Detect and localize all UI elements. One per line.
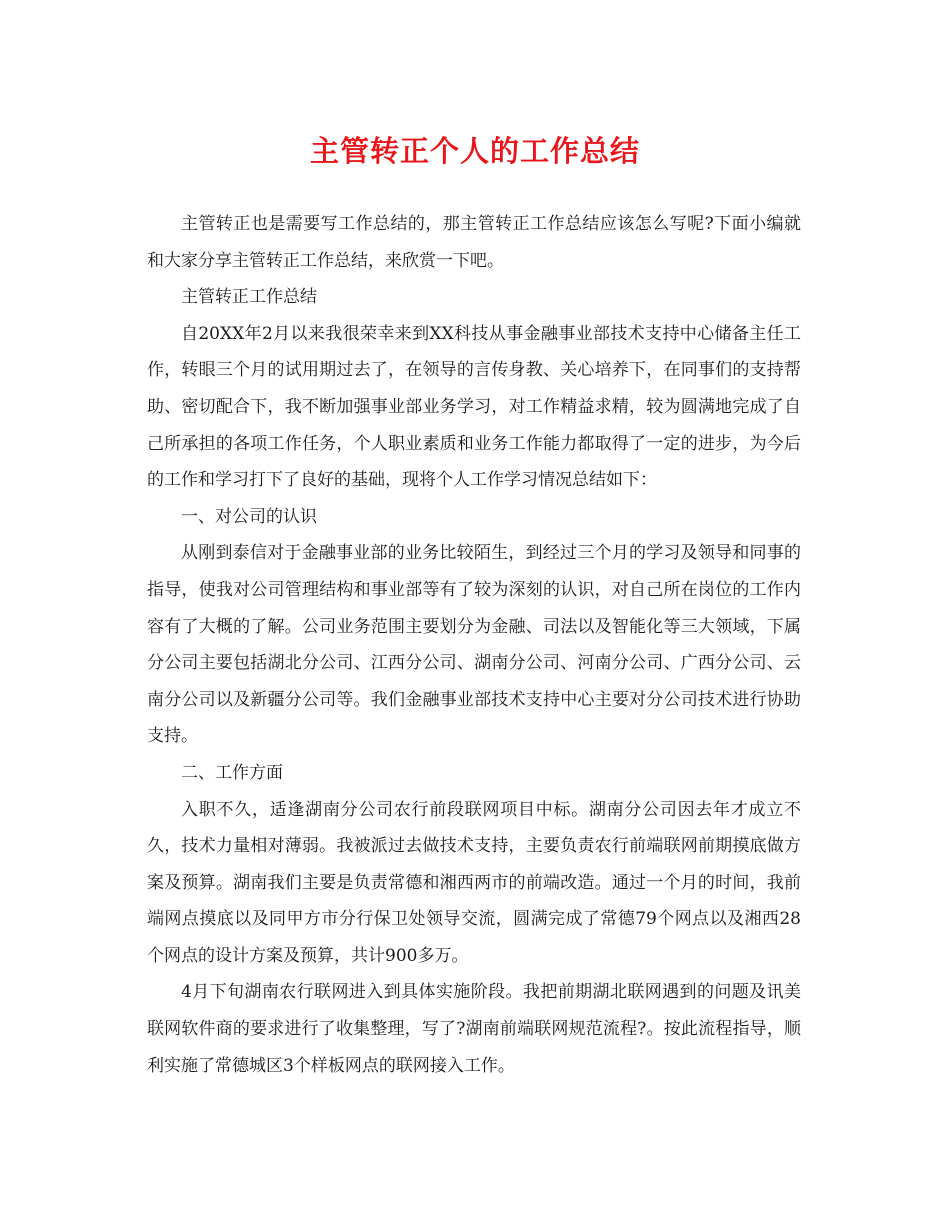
- section-heading-work: 二、工作方面: [181, 762, 283, 783]
- paragraph-work: 入职不久，适逢湖南分公司农行前段联网项目中标。湖南分公司因去年才成立不久，技术力量相对薄弱。我被派过去做技术支持，主要负责农行前端联网前期摸底做方案及预算。湖南我们主要是负责常德和湘西两市的前端改造。通过一个月的时间，我前端网点摸底以及同甲方市分行保卫处领导交流，圆满完成了常德79个网点以及湘西28个网点的设计方案及预算，共计900多万。: [147, 799, 801, 966]
- document-title: 主管转正个人的工作总结: [309, 134, 640, 168]
- paragraph-subtitle: 主管转正工作总结: [181, 287, 317, 308]
- section-heading-company: 一、对公司的认识: [181, 506, 317, 527]
- paragraph-implementation: 4月下旬湖南农行联网进入到具体实施阶段。我把前期湖北联网遇到的问题及讯美联网软件商的要求进行了收集整理，写了?湖南前端联网规范流程?。按此流程指导，顺利实施了常德城区3个样板网点的联网接入工作。: [147, 982, 801, 1076]
- paragraph-intro: 主管转正也是需要写工作总结的，那主管转正工作总结应该怎么写呢?下面小编就和大家分享主管转正工作总结，来欣赏一下吧。: [147, 214, 801, 271]
- paragraph-opening: 自20XX年2月以来我很荣幸来到XX科技从事金融事业部技术支持中心储备主任工作，转眼三个月的试用期过去了，在领导的言传身教、关心培养下，在同事们的支持帮助、密切配合下，我不断加强事业部业务学习，对工作精益求精，较为圆满地完成了自己所承担的各项工作任务，个人职业素质和业务工作能力都取得了一定的进步，为今后的工作和学习打下了良好的基础，现将个人工作学习情况总结如下：: [147, 323, 801, 491]
- document-body: [147, 206, 801, 1084]
- paragraph-company: 从刚到泰信对于金融事业部的业务比较陌生，到经过三个月的学习及领导和同事的指导，使我对公司管理结构和事业部等有了较为深刻的认识，对自己所在岗位的工作内容有了大概的了解。公司业务范围主要划分为金融、司法以及智能化等三大领域，下属分公司主要包括湖北分公司、江西分公司、湖南分公司、河南分公司、广西分公司、云南分公司以及新疆分公司等。我们金融事业部技术支持中心主要对分公司技术进行协助支持。: [147, 543, 801, 747]
